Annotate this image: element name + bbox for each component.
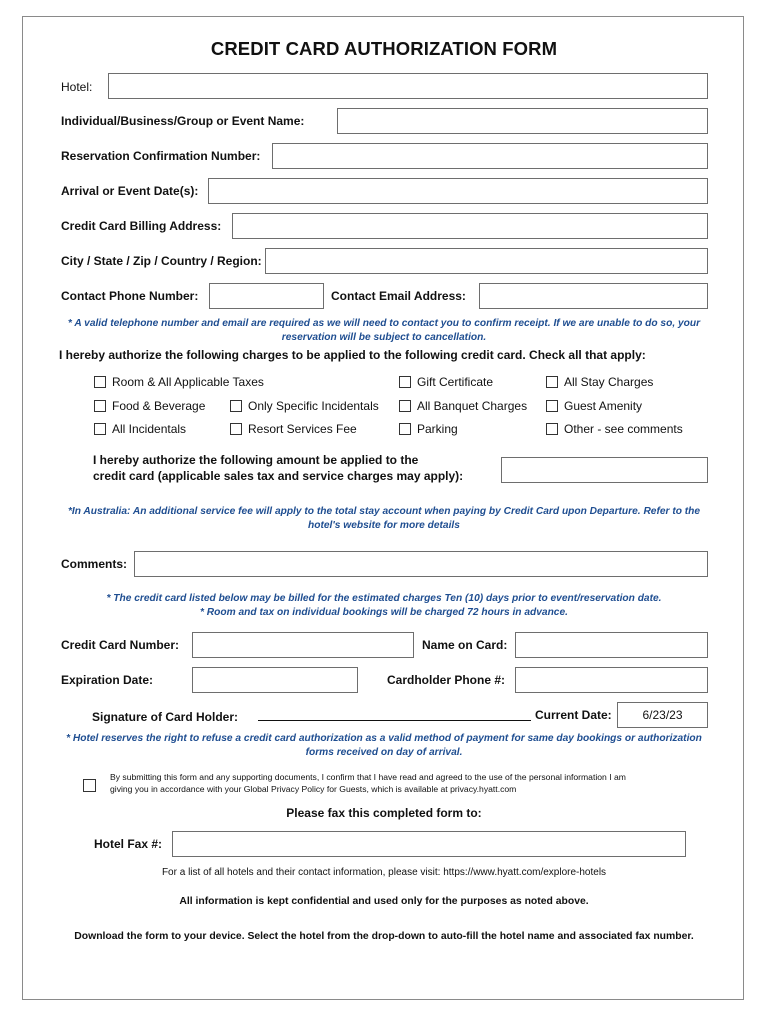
australia-note	[0, 505, 768, 533]
amount-label-line1: I hereby authorize the following amount be applied to the	[93, 453, 419, 467]
billing-note-line2: * Room and tax on individual bookings will be charged 72 hours in advance.	[200, 607, 568, 618]
charge-parking[interactable]	[399, 422, 458, 436]
hotel-fax-label: Hotel Fax #:	[94, 837, 163, 851]
charge-label: Resort Services Fee	[248, 422, 357, 436]
consent-line1: By submitting this form and any supporting documents, I confirm that I have read and agreed to the use of the personal information I am	[110, 772, 626, 782]
charge-label: Gift Certificate	[417, 375, 494, 389]
contact-phone-field[interactable]	[209, 283, 324, 309]
checkbox[interactable]	[399, 423, 411, 435]
fax-heading: Please fax this completed form to:	[286, 806, 482, 820]
charge-label: Guest Amenity	[564, 399, 643, 413]
phone-email-note	[0, 317, 768, 345]
refuse-note	[0, 732, 768, 760]
current-date-label: Current Date:	[535, 708, 612, 722]
hotel-field[interactable]	[108, 73, 708, 99]
cardholder-phone-field[interactable]	[515, 667, 708, 693]
authorize-heading: I hereby authorize the following charges to be applied to the following credit card. Check all that apply:	[59, 348, 646, 362]
consent-text	[110, 771, 626, 795]
checkbox[interactable]	[399, 376, 411, 388]
comments-field[interactable]	[134, 551, 708, 577]
charge-label: Food & Beverage	[112, 399, 206, 413]
reservation-number-label: Reservation Confirmation Number:	[61, 149, 261, 163]
refuse-note-line2: forms received on day of arrival.	[305, 747, 463, 758]
charge-all-incidentals[interactable]	[94, 422, 186, 436]
charge-banquet[interactable]	[399, 399, 527, 413]
card-number-field[interactable]	[192, 632, 414, 658]
charge-label: Room & All Applicable Taxes	[112, 375, 264, 389]
billing-address-field[interactable]	[232, 213, 708, 239]
checkbox[interactable]	[230, 423, 242, 435]
charge-label: Only Specific Incidentals	[248, 399, 379, 413]
billing-note	[0, 592, 768, 620]
signature-line[interactable]	[258, 707, 531, 721]
city-state-field[interactable]	[265, 248, 708, 274]
charge-gift-certificate[interactable]	[399, 375, 493, 389]
charge-food-beverage[interactable]	[94, 399, 205, 413]
contact-phone-label: Contact Phone Number:	[61, 289, 199, 303]
charge-all-stay[interactable]	[546, 375, 653, 389]
contact-email-label: Contact Email Address:	[331, 289, 466, 303]
charge-label: All Banquet Charges	[417, 399, 528, 413]
name-on-card-label: Name on Card:	[422, 638, 508, 652]
australia-note-line1: *In Australia: An additional service fee will apply to the total stay account when paying by Credit Card upon Departure. Refer to the	[67, 506, 701, 517]
phone-note-line2: reservation will be subject to cancellation.	[281, 332, 487, 343]
reservation-number-field[interactable]	[272, 143, 708, 169]
checkbox[interactable]	[546, 423, 558, 435]
expiration-label: Expiration Date:	[61, 673, 154, 687]
checkbox[interactable]	[94, 376, 106, 388]
arrival-date-label: Arrival or Event Date(s):	[61, 184, 199, 198]
card-number-label: Credit Card Number:	[61, 638, 180, 652]
expiration-field[interactable]	[192, 667, 358, 693]
checkbox[interactable]	[230, 400, 242, 412]
charge-label: All Incidentals	[112, 422, 187, 436]
amount-field[interactable]	[501, 457, 708, 483]
hotel-label: Hotel:	[61, 80, 93, 94]
hotel-fax-field[interactable]	[172, 831, 686, 857]
current-date-field[interactable]: 6/23/23	[617, 702, 708, 728]
contact-email-field[interactable]	[479, 283, 708, 309]
amount-label	[93, 452, 463, 484]
consent-checkbox[interactable]	[83, 779, 96, 792]
charge-other[interactable]	[546, 422, 683, 436]
billing-note-line1: * The credit card listed below may be billed for the estimated charges Ten (10) days prior to event/reservation date.	[106, 593, 662, 604]
signature-label: Signature of Card Holder:	[92, 710, 239, 724]
australia-note-line2: hotel's website for more details	[308, 520, 460, 531]
charge-label: Other - see comments	[564, 422, 683, 436]
refuse-note-line1: * Hotel reserves the right to refuse a credit card authorization as a valid method of payment for same day bookings or authorization	[66, 733, 702, 744]
charge-room-taxes[interactable]	[94, 375, 264, 389]
confidential-text: All information is kept confidential and used only for the purposes as noted above.	[179, 896, 589, 907]
checkbox[interactable]	[94, 423, 106, 435]
charge-resort-fee[interactable]	[230, 422, 357, 436]
charge-label: All Stay Charges	[564, 375, 654, 389]
phone-note-line1: * A valid telephone number and email are required as we will need to contact you to confirm receipt. If we are unable to do so, your	[67, 318, 701, 329]
consent-line2: giving you in accordance with your Global Privacy Policy for Guests, which is available at privacy.hyatt.com	[110, 784, 517, 794]
city-state-label: City / State / Zip / Country / Region:	[61, 254, 262, 268]
checkbox[interactable]	[546, 376, 558, 388]
billing-address-label: Credit Card Billing Address:	[61, 219, 222, 233]
download-text: Download the form to your device. Select the hotel from the drop-down to auto-fill the hotel name and associated fax number.	[74, 931, 694, 942]
arrival-date-field[interactable]	[208, 178, 708, 204]
checkbox[interactable]	[399, 400, 411, 412]
checkbox[interactable]	[546, 400, 558, 412]
amount-label-line2: credit card (applicable sales tax and service charges may apply):	[93, 469, 464, 483]
individual-name-label: Individual/Business/Group or Event Name:	[61, 114, 305, 128]
charge-label: Parking	[417, 422, 458, 436]
individual-name-field[interactable]	[337, 108, 708, 134]
name-on-card-field[interactable]	[515, 632, 708, 658]
comments-label: Comments:	[61, 557, 128, 571]
charge-specific-incidentals[interactable]	[230, 399, 379, 413]
checkbox[interactable]	[94, 400, 106, 412]
cardholder-phone-label: Cardholder Phone #:	[387, 673, 506, 687]
hotels-list-text: For a list of all hotels and their contact information, please visit: https://www.hyatt.com/explore-hotels	[161, 867, 607, 878]
form-title: CREDIT CARD AUTHORIZATION FORM	[210, 38, 558, 59]
charge-guest-amenity[interactable]	[546, 399, 642, 413]
